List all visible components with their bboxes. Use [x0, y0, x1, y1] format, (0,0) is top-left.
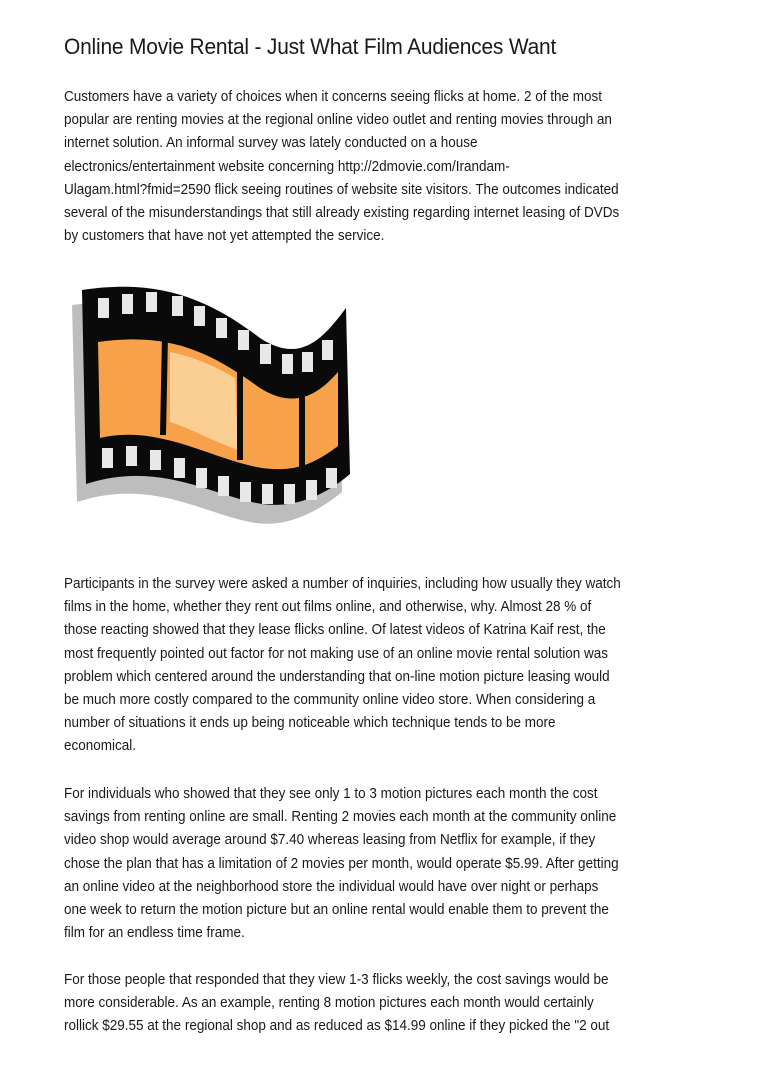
sprocket-hole — [216, 318, 227, 338]
sprocket-hole — [302, 352, 313, 372]
text-line: an online video at the neighborhood store the individual would have over night or perhaps — [64, 877, 599, 895]
text-line: problem which centered around the understanding that on-line motion picture leasing would — [64, 667, 610, 685]
sprocket-hole — [218, 476, 229, 496]
text-line: number of situations it ends up being noticeable which technique tends to be more — [64, 714, 556, 732]
film-strip-icon — [60, 260, 370, 540]
sprocket-hole — [282, 354, 293, 374]
text-line: more considerable. As an example, renting 8 motion pictures each month would certainly — [64, 994, 594, 1012]
sprocket-hole — [98, 298, 109, 318]
text-line: popular are renting movies at the regional online video outlet and renting movies through an — [64, 111, 612, 129]
text-line: For those people that responded that they view 1-3 flicks weekly, the cost savings would be — [64, 971, 609, 988]
sprocket-hole — [238, 330, 249, 350]
text-line: rollick $29.55 at the regional shop and as reduced as $14.99 online if they picked the "2 out — [64, 1017, 610, 1035]
paragraph-intro — [64, 85, 681, 247]
text-line: For individuals who showed that they see only 1 to 3 motion pictures each month the cost — [64, 785, 598, 802]
text-line: electronics/entertainment website concerning http://2dmovie.com/Irandam- — [64, 157, 510, 175]
sprocket-hole — [174, 458, 185, 478]
sprocket-hole — [194, 306, 205, 326]
sprocket-hole — [260, 344, 271, 364]
text-line: economical. — [64, 737, 137, 755]
text-line: Customers have a variety of choices when it concerns seeing flicks at home. 2 of the most — [64, 88, 603, 105]
sprocket-hole — [146, 292, 157, 312]
text-line: one week to return the motion picture but an online rental would enable them to prevent the — [64, 901, 609, 919]
text-line: film for an endless time frame. — [64, 924, 245, 942]
sprocket-hole — [196, 468, 207, 488]
text-line: be much more costly compared to the community online video store. When considering a — [64, 691, 596, 709]
paragraph-low-volume — [64, 782, 680, 944]
sprocket-hole — [240, 482, 251, 502]
text-line: video shop would average around $7.40 whereas leasing from Netflix for example, if they — [64, 831, 596, 849]
text-line: savings from renting online are small. Renting 2 movies each month at the community online — [64, 808, 617, 826]
sprocket-hole — [122, 294, 133, 314]
sprocket-hole — [102, 448, 113, 468]
sprocket-hole — [150, 450, 161, 470]
sprocket-hole — [262, 484, 273, 504]
text-line: those reacting showed that they lease flicks online. Of latest videos of Katrina Kaif rest, the — [64, 621, 606, 639]
sprocket-hole — [284, 484, 295, 504]
sprocket-hole — [322, 340, 333, 360]
text-line: Ulagam.html?fmid=2590 flick seeing routines of website site visitors. The outcomes indicated — [64, 180, 619, 198]
text-line: films in the home, whether they rent out films online, and otherwise, why. Almost 28 % of — [64, 598, 592, 616]
text-line: chose the plan that has a limitation of 2 movies per month, would operate $5.99. After getting — [64, 854, 619, 872]
sprocket-hole — [306, 480, 317, 500]
paragraph-high-volume — [64, 968, 670, 1038]
text-line: Participants in the survey were asked a number of inquiries, including how usually they watch — [64, 575, 621, 592]
sprocket-hole — [172, 296, 183, 316]
text-line: several of the misunderstandings that still already existing regarding internet leasing of DVDs — [64, 204, 620, 222]
sprocket-hole — [326, 468, 337, 488]
paragraph-survey — [64, 572, 683, 758]
text-line: internet solution. An informal survey was lately conducted on a house — [64, 134, 478, 152]
text-line: most frequently pointed out factor for not making use of an online movie rental solution was — [64, 644, 609, 662]
sprocket-hole — [126, 446, 137, 466]
page-title: Online Movie Rental - Just What Film Audiences Want — [64, 34, 557, 59]
text-line: by customers that have not yet attempted the service. — [64, 227, 385, 245]
